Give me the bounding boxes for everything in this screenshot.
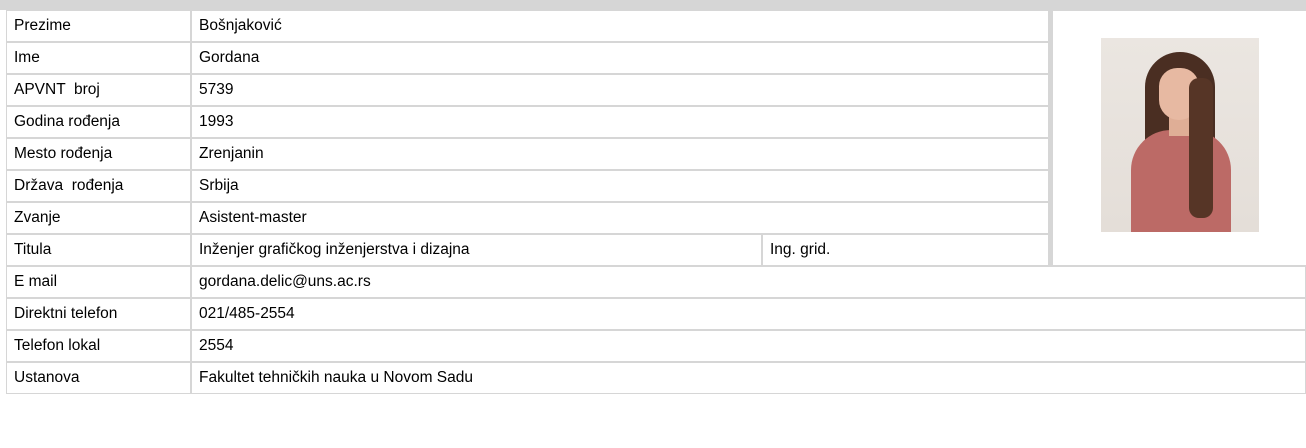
value-rank: Asistent-master bbox=[191, 202, 1052, 234]
value-birth-year: 1993 bbox=[191, 106, 1052, 138]
label-birth-country: Država rođenja bbox=[6, 170, 191, 202]
value-surname: Bošnjaković bbox=[191, 10, 1052, 42]
label-surname: Prezime bbox=[6, 10, 191, 42]
value-apvnt-number: 5739 bbox=[191, 74, 1052, 106]
label-birth-year: Godina rođenja bbox=[6, 106, 191, 138]
row-direct-phone bbox=[6, 298, 1306, 330]
value-institution: Fakultet tehničkih nauka u Novom Sadu bbox=[191, 362, 1306, 394]
value-local-phone: 2554 bbox=[191, 330, 1306, 362]
value-email: gordana.delic@uns.ac.rs bbox=[191, 266, 1306, 298]
label-email: E mail bbox=[6, 266, 191, 298]
value-first-name: Gordana bbox=[191, 42, 1052, 74]
label-title: Titula bbox=[6, 234, 191, 266]
label-local-phone: Telefon lokal bbox=[6, 330, 191, 362]
photo-cell bbox=[1052, 10, 1306, 266]
label-direct-phone: Direktni telefon bbox=[6, 298, 191, 330]
label-apvnt-number: APVNT broj bbox=[6, 74, 191, 106]
row-local-phone bbox=[6, 330, 1306, 362]
value-birth-place: Zrenjanin bbox=[191, 138, 1052, 170]
row-email bbox=[6, 266, 1306, 298]
section-header-bar bbox=[0, 0, 1306, 10]
personal-info-table bbox=[6, 10, 1306, 394]
label-first-name: Ime bbox=[6, 42, 191, 74]
value-birth-country: Srbija bbox=[191, 170, 1052, 202]
profile-photo bbox=[1101, 38, 1259, 232]
value-direct-phone: 021/485-2554 bbox=[191, 298, 1306, 330]
label-birth-place: Mesto rođenja bbox=[6, 138, 191, 170]
label-institution: Ustanova bbox=[6, 362, 191, 394]
value-title-abbreviation: Ing. grid. bbox=[762, 234, 1052, 266]
label-rank: Zvanje bbox=[6, 202, 191, 234]
row-surname bbox=[6, 10, 1306, 42]
row-institution bbox=[6, 362, 1306, 394]
value-title: Inženjer grafičkog inženjerstva i dizajna bbox=[191, 234, 762, 266]
